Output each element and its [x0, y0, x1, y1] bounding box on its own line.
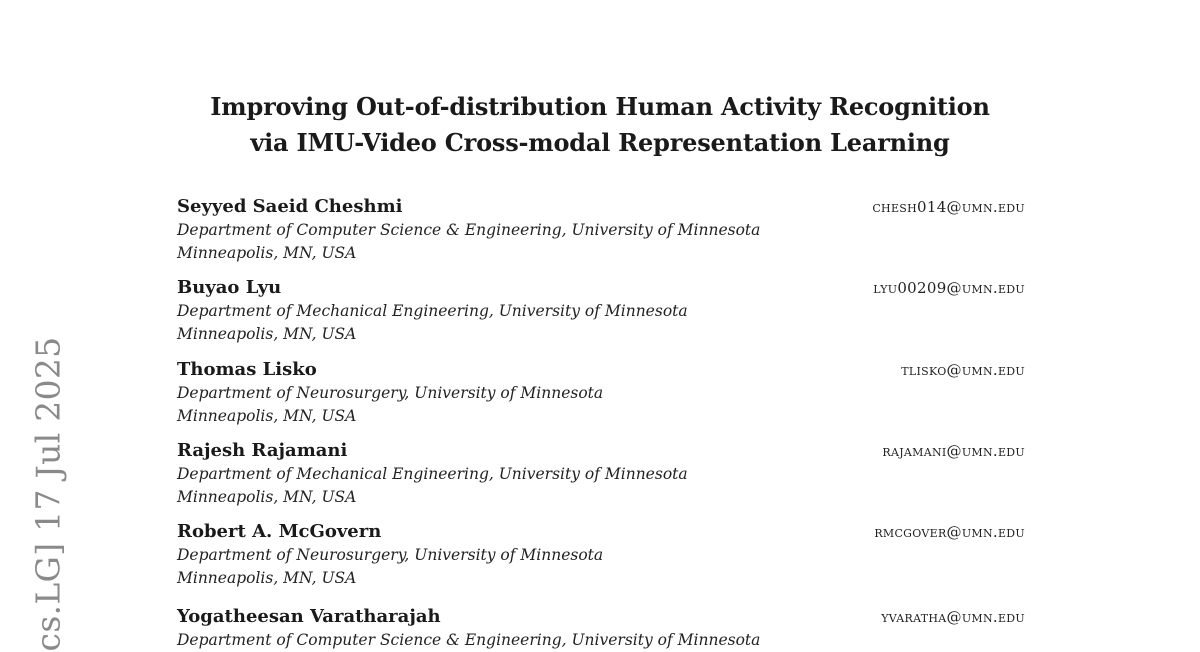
author-department: Department of Mechanical Engineering, University of Minnesota [177, 302, 688, 320]
author-block [177, 276, 1025, 346]
author-name: Buyao Lyu [177, 277, 282, 298]
author-name: Robert A. McGovern [177, 521, 382, 542]
arxiv-side-stamp: cs.LG] 17 Jul 2025 [28, 336, 68, 652]
author-name: Thomas Lisko [177, 359, 317, 380]
author-email[interactable]: chesh014@umn.edu [872, 198, 1025, 216]
author-location: Minneapolis, MN, USA [177, 569, 357, 587]
author-block [177, 520, 1025, 590]
author-block [177, 605, 1025, 652]
author-name: Seyyed Saeid Cheshmi [177, 196, 403, 217]
author-location: Minneapolis, MN, USA [177, 488, 357, 506]
author-email[interactable]: rajamani@umn.edu [882, 442, 1025, 460]
author-department: Department of Neurosurgery, University of Minnesota [177, 384, 604, 402]
author-block [177, 195, 1025, 265]
title-line-1: Improving Out-of-distribution Human Activity Recognition [210, 92, 990, 121]
author-location: Minneapolis, MN, USA [177, 325, 357, 343]
title-line-2: via IMU-Video Cross-modal Representation Learning [250, 128, 950, 157]
author-block [177, 358, 1025, 428]
author-email[interactable]: yvaratha@umn.edu [881, 608, 1025, 626]
author-location: Minneapolis, MN, USA [177, 407, 357, 425]
author-department: Department of Computer Science & Engineering, University of Minnesota [177, 221, 761, 239]
author-location: Minneapolis, MN, USA [177, 244, 357, 262]
author-department: Department of Mechanical Engineering, University of Minnesota [177, 465, 688, 483]
author-department: Department of Computer Science & Engineering, University of Minnesota [177, 631, 761, 649]
author-block [177, 439, 1025, 509]
author-email[interactable]: rmcgover@umn.edu [874, 523, 1025, 541]
author-name: Yogatheesan Varatharajah [177, 606, 441, 627]
paper-title [0, 89, 1200, 161]
author-name: Rajesh Rajamani [177, 440, 348, 461]
author-email[interactable]: tlisko@umn.edu [901, 361, 1025, 379]
author-email[interactable]: lyu00209@umn.edu [873, 279, 1025, 297]
author-department: Department of Neurosurgery, University of Minnesota [177, 546, 604, 564]
